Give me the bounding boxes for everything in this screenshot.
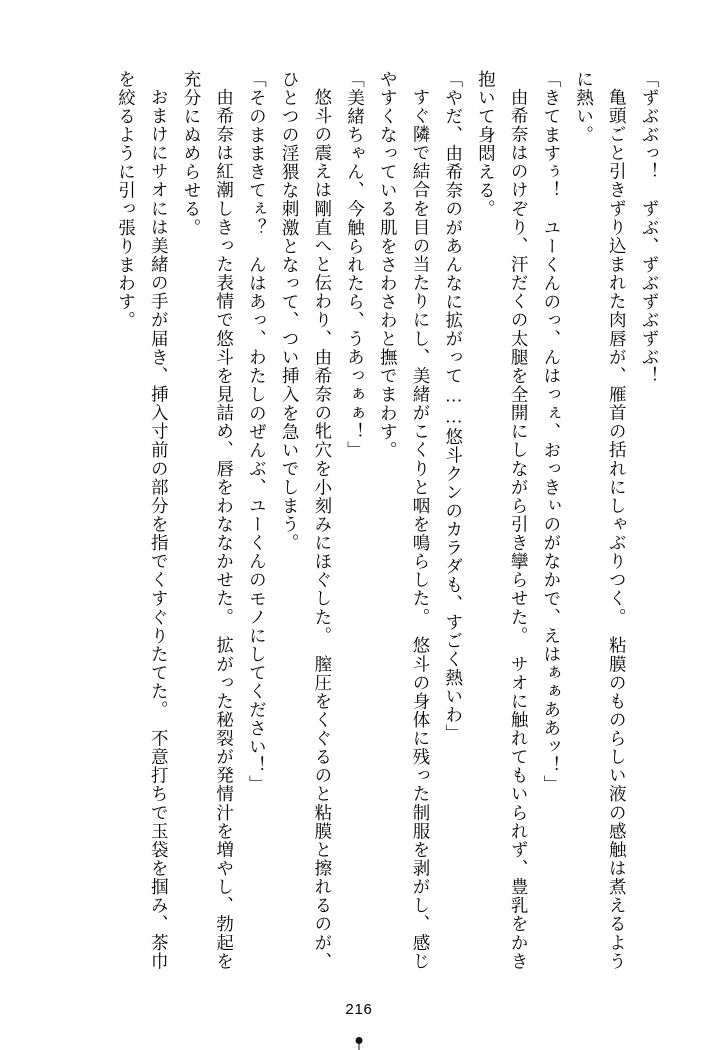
paragraph: 由希奈は紅潮しきった表情で悠斗を見詰め、唇をわななかせた。 拡がった秘裂が発情汁を増やし、勃起を充分にぬめらせる。 — [181, 70, 235, 970]
page-number: 216 — [345, 1001, 373, 1018]
paragraph: 悠斗の震えは剛直へと伝わり、由希奈の牝穴を小刻みにほぐした。 膣圧をくぐるのと粘膜と擦れるのが、ひとつの淫猥な刺激となって、つい挿入を急いでしまう。 — [280, 70, 333, 970]
paragraph: 「ずぶぶっ！ ずぶ、ずぶずぶずぶ！ — [640, 70, 660, 386]
paragraph: 「きてますぅ！ ユーくんのっ、んはっぇ、おっきぃのがなかで、えはぁぁああッ！」 — [541, 70, 562, 794]
paragraph: 亀頭ごと引きずり込まれた肉唇が、雁首の括れにしゃぶりつく。 粘膜のものらしい液の感触は煮えるように熱い。 — [574, 70, 628, 970]
page-body-text — [66, 70, 666, 970]
paragraph: 「美緒ちゃん、今触られたら、うあっぁぁ！」 — [345, 70, 366, 460]
paragraph: 「そのままきてぇ？ んはあっ、わたしのぜんぶ、ユーくんのモノにしてください！」 — [247, 70, 268, 794]
footer-rule — [359, 1042, 360, 1050]
paragraph: 「やだ、由希奈のがあんなに拡がって……悠斗クンのカラダも、すごく熱いわ」 — [443, 70, 464, 743]
paragraph: 由希奈はのけぞり、汗だくの太腿を全開にしながら引き攣らせた。 サオに触れてもいられず、豊乳をかき抱いて身悶える。 — [476, 70, 530, 970]
paragraph: おまけにサオには美緒の手が届き、挿入寸前の部分を指でくすぐりたてた。 不意打ちで玉袋を掴み、茶巾を絞るように引っ張りまわす。 — [116, 70, 170, 970]
paragraph: すぐ隣で結合を目の当たりにし、美緒がこくりと咽を鳴らした。 悠斗の身体に残った制服を剥がし、感じやすくなっている肌をさわさわと撫でまわす。 — [378, 70, 431, 970]
